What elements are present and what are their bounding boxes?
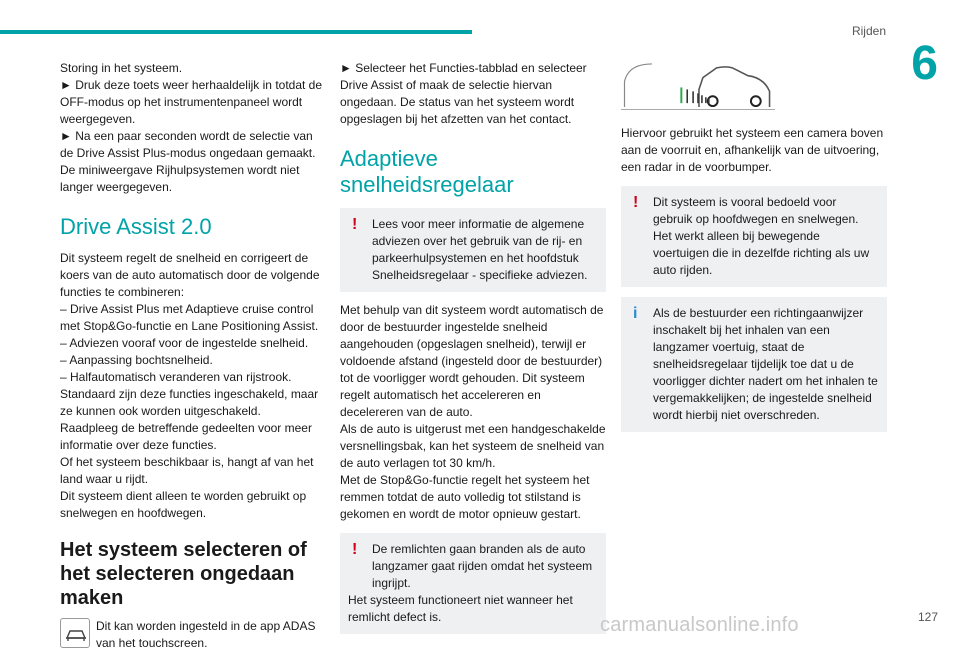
note-text: Dit systeem is vooral bedoeld voor gebruik op hoofdwegen en snelwegen. Het werkt alleen bij bewegende voertuigen die in dezelfde richting als uw auto rijden. [653, 195, 870, 277]
paragraph: Met behulp van dit systeem wordt automatisch de door de bestuurder ingestelde snelheid aangehouden (opgeslagen snelheid), terwijl er voldoende afstand (ingesteld door de bestuurder) tot de voorligger wordt gehouden. Dit systeem regelt automatisch het accelereren en decelereren van de auto. [340, 303, 604, 419]
paragraph: Dit kan worden ingesteld in de app ADAS van het touchscreen. [96, 619, 316, 650]
list-item: – Aanpassing bochtsnelheid. [60, 353, 213, 367]
info-icon: i [633, 305, 638, 322]
heading-select-system: Het systeem selecteren of het selecteren ongedaan maken [60, 539, 307, 609]
page-number: 127 [917, 610, 938, 624]
paragraph: Standaard zijn deze functies ingeschakeld, maar ze kunnen ook worden uitgeschakeld. [60, 387, 319, 418]
paragraph: ► Druk deze toets weer herhaaldelijk in totdat de OFF-modus op het instrumentenpaneel wordt weergegeven. [60, 78, 323, 126]
warning-icon: ! [633, 194, 639, 211]
paragraph: Of het systeem beschikbaar is, hangt af van het land waar u rijdt. [60, 455, 314, 486]
paragraph: Dit systeem dient alleen te worden gebruikt op snelwegen en hoofdwegen. [60, 489, 307, 520]
column-3 [621, 60, 887, 442]
paragraph: Met de Stop&Go-functie regelt het systeem het remmen totdat de auto volledig tot stilstand is gekomen en wordt de motor opnieuw gestart. [340, 473, 590, 521]
warning-note [340, 208, 606, 292]
heading-drive-assist: Drive Assist 2.0 [60, 214, 212, 239]
paragraph: Dit systeem regelt de snelheid en corrigeert de koers van de auto automatisch door de volgende functies te combineren: [60, 251, 320, 299]
watermark: carmanualsonline.info [600, 614, 799, 636]
chapter-number: 6 [911, 37, 938, 90]
header-accent-bar [0, 30, 472, 34]
paragraph: Hiervoor gebruikt het systeem een camera boven aan de voorruit en, afhankelijk van de uitvoering, een radar in de voorbumper. [621, 126, 884, 174]
warning-icon: ! [352, 541, 358, 558]
paragraph: ► Na een paar seconden wordt de selectie van de Drive Assist Plus-modus ongedaan gemaakt. De miniweergave Rijhulpsystemen wordt niet langer weergegeven. [60, 129, 316, 194]
car-app-icon [60, 618, 90, 648]
column-1 [60, 60, 326, 652]
note-text: De remlichten gaan branden als de auto langzamer gaat rijden omdat het systeem ingrijpt. [372, 542, 593, 590]
car-radar-illustration [621, 60, 775, 110]
warning-note [340, 533, 606, 634]
note-text: Het systeem functioneert niet wanneer het remlicht defect is. [348, 593, 573, 624]
paragraph: ► Selecteer het Functies-tabblad en selecteer Drive Assist of maak de selectie hiervan ongedaan. De status van het systeem wordt opgeslagen bij het afzetten van het contact. [340, 61, 587, 126]
section-title: Rijden [851, 24, 886, 38]
list-item: – Halfautomatisch veranderen van rijstrook. [60, 370, 292, 384]
app-instruction [60, 618, 326, 652]
heading-adaptive-cruise: Adaptieve snelheidsregelaar [340, 146, 514, 197]
paragraph: Als de auto is uitgerust met een handgeschakelde versnellingsbak, kan het systeem de snelheid van de auto verlagen tot 30 km/h. [340, 422, 606, 470]
note-text: Lees voor meer informatie de algemene adviezen over het gebruik van de rij- en parkeerhulpsystemen en het hoofdstuk Snelheidsregelaar - specifieke adviezen. [372, 217, 588, 282]
warning-icon: ! [352, 216, 358, 233]
column-2 [340, 60, 606, 644]
info-note [621, 297, 887, 432]
warning-note [621, 186, 887, 287]
note-text: Als de bestuurder een richtingaanwijzer inschakelt bij het inhalen van een langzamer voertuig, staat de snelheidsregelaar tijdelijk toe dat u de voorligger dichter nadert om het inhalen te vergemakkelijken; de ingestelde snelheid wordt hierbij niet overschreden. [653, 306, 878, 422]
list-item: – Adviezen vooraf voor de ingestelde snelheid. [60, 336, 309, 350]
paragraph: Raadpleeg de betreffende gedeelten voor meer informatie over deze functies. [60, 421, 312, 452]
paragraph: Storing in het systeem. [60, 61, 183, 75]
list-item: – Drive Assist Plus met Adaptieve cruise control met Stop&Go-functie en Lane Positioning Assist. [60, 302, 319, 333]
